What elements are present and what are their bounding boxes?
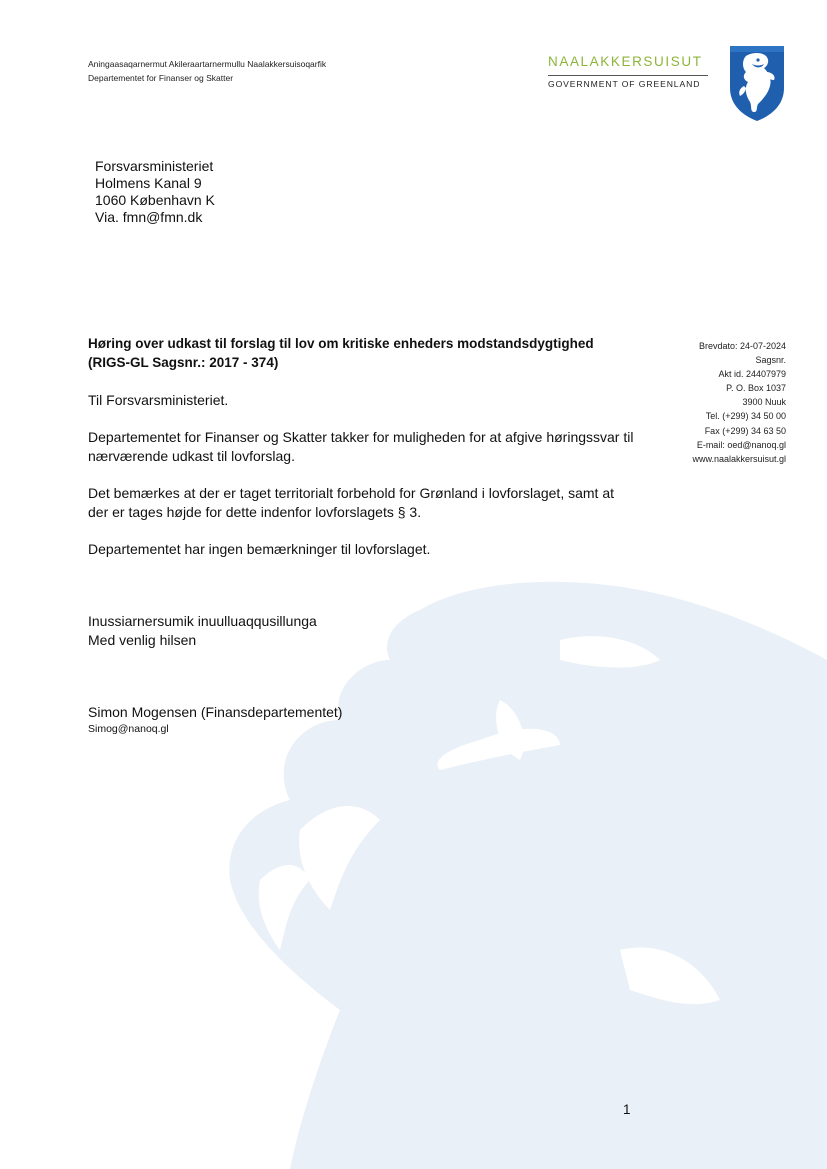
page-number: 1: [623, 1102, 631, 1117]
website-link[interactable]: www.naalakkersuisut.gl: [692, 453, 786, 464]
brand-name: NAALAKKERSUISUT: [548, 54, 703, 69]
salutation: Til Forsvarsministeriet.: [88, 392, 229, 408]
department-header: [88, 57, 326, 85]
greeting-danish: Med venlig hilsen: [88, 632, 197, 648]
letter-metadata: [640, 339, 786, 466]
paragraph-reservation: [88, 484, 648, 522]
contact-email: E-mail: oed@nanoq.gl: [696, 439, 786, 450]
recipient-email: Via. fmn@fmn.dk: [95, 209, 203, 225]
paragraph-line: der er tages højde for dette indenfor lovforslagets § 3.: [88, 504, 422, 520]
telephone: Tel. (+299) 34 50 00: [705, 411, 786, 422]
department-name-kalaallisut: Aningaasaqarnermut Akileraartarnermullu Naalakkersuisoqarfik: [88, 59, 327, 69]
signer-email[interactable]: Simog@nanoq.gl: [88, 723, 169, 735]
paragraph-line: Departementet for Finanser og Skatter takker for muligheden for at afgive høringssvar til: [88, 429, 634, 445]
letter-subject: [88, 334, 648, 372]
letter-date: Brevdato: 24-07-2024: [698, 341, 786, 351]
paragraph-thanks: [88, 428, 648, 466]
closing-greeting: [88, 612, 317, 650]
recipient-street: Holmens Kanal 9: [95, 175, 202, 191]
recipient-city: 1060 København K: [95, 192, 215, 208]
recipient-address: [95, 158, 215, 226]
fax: Fax (+299) 34 63 50: [704, 425, 786, 436]
postal-city: 3900 Nuuk: [742, 397, 786, 408]
case-number-line: (RIGS-GL Sagsnr.: 2017 - 374): [88, 355, 279, 370]
subject-line: Høring over udkast til forslag til lov om kritiske enheders modstandsdygtighed: [88, 336, 594, 351]
brand-subtitle: GOVERNMENT OF GREENLAND: [548, 79, 701, 89]
document-id: Akt id. 24407979: [718, 369, 786, 380]
brand-divider: [548, 75, 708, 76]
paragraph-line: Det bemærkes at der er taget territorialt forbehold for Grønland i lovforslaget, samt at: [88, 485, 615, 501]
signer-name: Simon Mogensen (Finansdepartementet): [88, 704, 343, 720]
recipient-name: Forsvarsministeriet: [95, 158, 214, 174]
case-number-label: Sagsnr.: [755, 355, 786, 366]
greeting-kalaallisut: Inussiarnersumik inuulluaqqusillunga: [88, 613, 317, 629]
polar-bear-shield-icon: [728, 42, 786, 122]
department-name-danish: Departementet for Finanser og Skatter: [88, 73, 234, 83]
paragraph-line: nærværende udkast til lovforslag.: [88, 448, 295, 464]
paragraph-no-remarks: Departementet har ingen bemærkninger til lovforslaget.: [88, 541, 431, 557]
po-box: P. O. Box 1037: [726, 383, 786, 394]
